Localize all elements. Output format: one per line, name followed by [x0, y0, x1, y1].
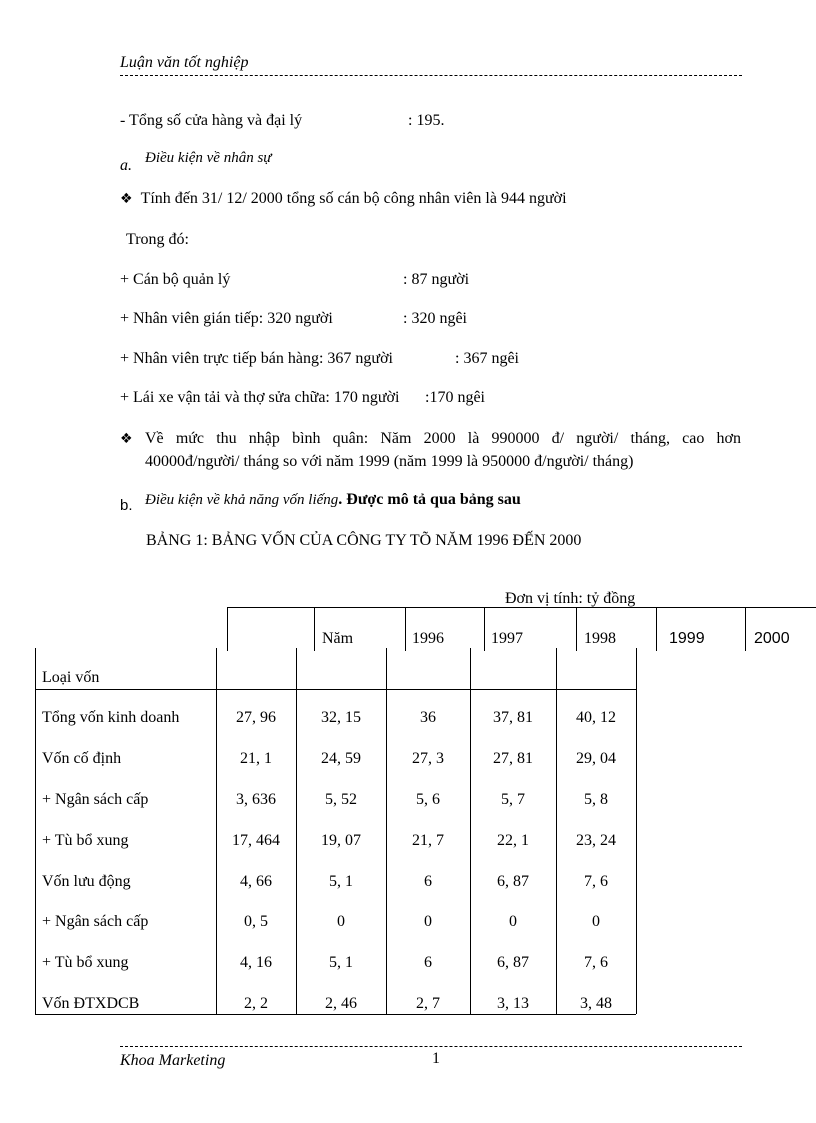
unit-label: Đơn vị tính: tỷ đồng [505, 590, 636, 607]
cell-value: 37, 81 [493, 709, 533, 726]
staff-value-2: : 320 ngêi [403, 310, 467, 327]
cell-value: 0 [592, 913, 600, 930]
cell-value: 2, 46 [325, 995, 357, 1012]
cell-value: 2, 7 [416, 995, 440, 1012]
cell-value: 6 [424, 954, 432, 971]
cell-value: 3, 636 [236, 791, 276, 808]
cell-value: 5, 6 [416, 791, 440, 808]
cell-value: 22, 1 [497, 832, 529, 849]
cell-value: 27, 96 [236, 709, 276, 726]
cell-value: 5, 1 [329, 873, 353, 890]
cell-value: 19, 07 [321, 832, 361, 849]
section-b-line [145, 491, 521, 509]
cell-value: 0 [337, 913, 345, 930]
cell-value: 24, 59 [321, 750, 361, 767]
cell-value: 3, 48 [580, 995, 612, 1012]
row-label: Vốn cố định [42, 750, 122, 767]
section-b-title: Điều kiện về khả năng vốn liếng [145, 492, 339, 508]
table-divider [314, 607, 315, 651]
year-header-nam: Năm [322, 630, 354, 647]
staff-label-2: + Nhân viên gián tiếp: 320 người [120, 310, 333, 327]
staff-value-4: :170 ngêi [425, 389, 485, 406]
row-label: Vốn ĐTXDCB [42, 995, 140, 1012]
row-label: + Ngân sách cấp [42, 791, 149, 808]
cell-value: 6 [424, 873, 432, 890]
footer-rule [120, 1046, 742, 1047]
table-divider [484, 607, 485, 651]
table-border-right [636, 648, 637, 1014]
stores-label: - Tổng số cửa hàng và đại lý [120, 112, 303, 129]
bullet-2 [120, 430, 133, 448]
cell-value: 5, 7 [501, 791, 525, 808]
table-top-rule [227, 607, 816, 608]
table-row-rule [35, 689, 636, 690]
table-title: BẢNG 1: BẢNG VỐN CỦA CÔNG TY TÕ NĂM 1996 ĐẾN 2000 [146, 532, 582, 549]
diamond-bullet-icon: ❖ [120, 430, 133, 446]
header-title: Luận văn tốt nghiệp [120, 54, 249, 71]
staff-value-1: : 87 người [403, 271, 470, 288]
staff-label-4: + Lái xe vận tải và thợ sửa chữa: 170 người [120, 389, 400, 406]
section-b-rest: . Được mô tả qua bảng sau [338, 491, 521, 508]
cell-value: 7, 6 [584, 873, 608, 890]
cell-value: 17, 464 [232, 832, 280, 849]
cell-value: 4, 16 [240, 954, 272, 971]
cell-value: 5, 8 [584, 791, 608, 808]
table-border-left [35, 648, 36, 1014]
cell-value: 36 [420, 709, 436, 726]
header-rule [120, 75, 742, 76]
cell-value: 2, 2 [244, 995, 268, 1012]
trong-do: Trong đó: [126, 231, 189, 248]
cell-value: 29, 04 [576, 750, 616, 767]
year-header-2000: 2000 [754, 630, 790, 647]
staff-label-1: + Cán bộ quản lý [120, 271, 231, 288]
year-header-1997: 1997 [491, 630, 523, 647]
cell-value: 5, 52 [325, 791, 357, 808]
row-header: Loại vốn [42, 669, 100, 686]
table-bottom-rule [35, 1014, 636, 1015]
cell-value: 21, 1 [240, 750, 272, 767]
cell-value: 21, 7 [412, 832, 444, 849]
cell-value: 0 [424, 913, 432, 930]
row-label: Vốn lưu động [42, 873, 131, 890]
year-header-1998: 1998 [584, 630, 616, 647]
cell-value: 40, 12 [576, 709, 616, 726]
bullet-2-line-1: Về mức thu nhập bình quân: Năm 2000 là 990000 đ/ người/ tháng, cao hơn [145, 430, 741, 447]
year-header-1996: 1996 [412, 630, 444, 647]
cell-value: 27, 3 [412, 750, 444, 767]
bullet-1 [120, 190, 567, 208]
cell-value: 6, 87 [497, 873, 529, 890]
section-b-marker: b. [120, 497, 133, 514]
footer-left: Khoa Marketing [120, 1052, 226, 1069]
cell-value: 23, 24 [576, 832, 616, 849]
table-divider [227, 607, 228, 651]
section-a-marker: a. [120, 157, 132, 174]
table-divider [576, 607, 577, 651]
row-label: + Ngân sách cấp [42, 913, 149, 930]
year-header-1999: 1999 [669, 630, 705, 647]
cell-value: 0, 5 [244, 913, 268, 930]
cell-value: 5, 1 [329, 954, 353, 971]
cell-value: 32, 15 [321, 709, 361, 726]
bullet-1-text: Tính đến 31/ 12/ 2000 tổng số cán bộ công nhân viên là 944 người [140, 190, 567, 207]
row-label: + Tù bổ xung [42, 954, 129, 971]
staff-value-3: : 367 ngêi [455, 350, 519, 367]
bullet-2-line-2: 40000đ/người/ tháng so với năm 1999 (năm 1999 là 950000 đ/người/ tháng) [145, 453, 634, 470]
cell-value: 4, 66 [240, 873, 272, 890]
page-number: 1 [432, 1050, 440, 1067]
cell-value: 27, 81 [493, 750, 533, 767]
diamond-bullet-icon: ❖ [120, 190, 133, 206]
table-divider [405, 607, 406, 651]
row-label: Tổng vốn kinh doanh [42, 709, 180, 726]
table-divider [656, 607, 657, 651]
cell-value: 6, 87 [497, 954, 529, 971]
stores-value: : 195. [408, 112, 445, 129]
staff-label-3: + Nhân viên trực tiếp bán hàng: 367 người [120, 350, 393, 367]
section-a-title: Điều kiện về nhân sự [145, 150, 272, 166]
cell-value: 0 [509, 913, 517, 930]
cell-value: 3, 13 [497, 995, 529, 1012]
cell-value: 7, 6 [584, 954, 608, 971]
table-divider [745, 607, 746, 651]
row-label: + Tù bổ xung [42, 832, 129, 849]
